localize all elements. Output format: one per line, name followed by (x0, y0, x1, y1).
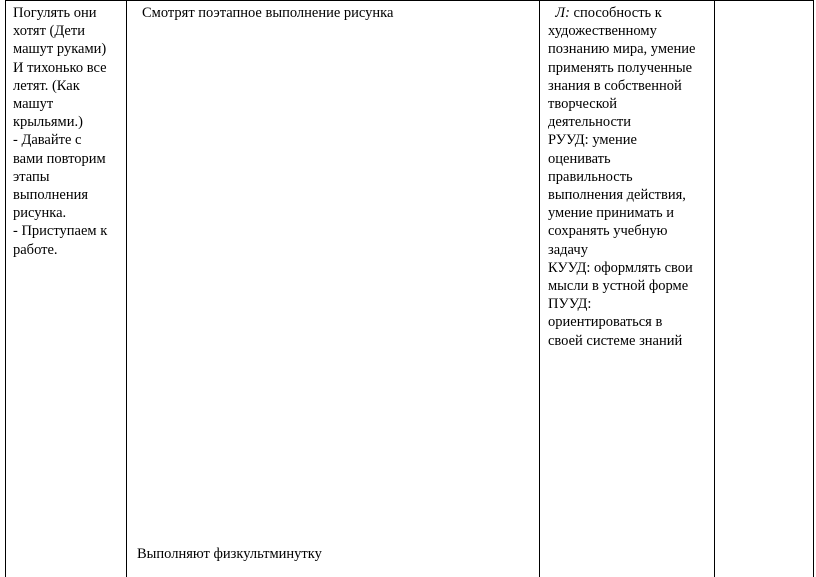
text-line: вами повторим (13, 150, 106, 167)
text-line: правильность (548, 168, 633, 185)
text-line: познанию мира, умение (548, 41, 696, 58)
text-line: Погулять они (13, 5, 97, 21)
text-line: КУУД: оформлять свои (548, 259, 693, 276)
student-activity-text: Смотрят поэтапное выполнение рисунка (142, 5, 394, 21)
teacher-activity-cell (13, 4, 125, 259)
learning-outcomes-cell (548, 4, 716, 350)
column-divider-4 (813, 1, 814, 577)
student-activity-top (138, 4, 537, 22)
text-fragment: способность к (569, 5, 662, 21)
text-line: ПУУД: (548, 296, 592, 313)
text-line: хотят (Дети (13, 23, 85, 40)
text-line (548, 4, 716, 22)
text-line: выполнения (13, 187, 89, 204)
text-line: знания в собственной (548, 77, 682, 94)
text-line: - Приступаем к (13, 223, 108, 240)
text-line: машут руками) (13, 41, 107, 58)
text-line: машут (13, 96, 54, 113)
text-line: умение принимать и (548, 205, 675, 222)
text-line: деятельности (548, 114, 632, 131)
text-line: рисунка. (13, 205, 67, 222)
text-line: оценивать (548, 150, 611, 167)
text-line: этапы (13, 168, 50, 185)
text-line: выполнения действия, (548, 187, 686, 204)
column-divider-2 (539, 1, 540, 577)
text-line: своей системе знаний (548, 332, 683, 349)
student-activity-text: Выполняют физкультминутку (137, 546, 322, 562)
text-line: работе. (13, 241, 58, 258)
text-line: РУУД: умение (548, 132, 637, 149)
text-line: мысли в устной форме (548, 278, 689, 295)
l-label: Л: (555, 5, 570, 21)
text-line: ориентироваться в (548, 314, 663, 331)
text-line: применять полученные (548, 59, 693, 76)
student-activity-bottom (137, 545, 532, 563)
text-line: - Давайте с (13, 132, 82, 149)
text-line: сохранять учебную (548, 223, 668, 240)
text-line: художественному (548, 23, 657, 40)
text-line: летят. (Как (13, 77, 80, 94)
text-line: крыльями.) (13, 114, 83, 131)
lesson-table (5, 0, 814, 577)
text-line: творческой (548, 96, 618, 113)
text-line: задачу (548, 241, 588, 258)
column-divider-1 (126, 1, 127, 577)
text-line: И тихонько все (13, 59, 107, 76)
